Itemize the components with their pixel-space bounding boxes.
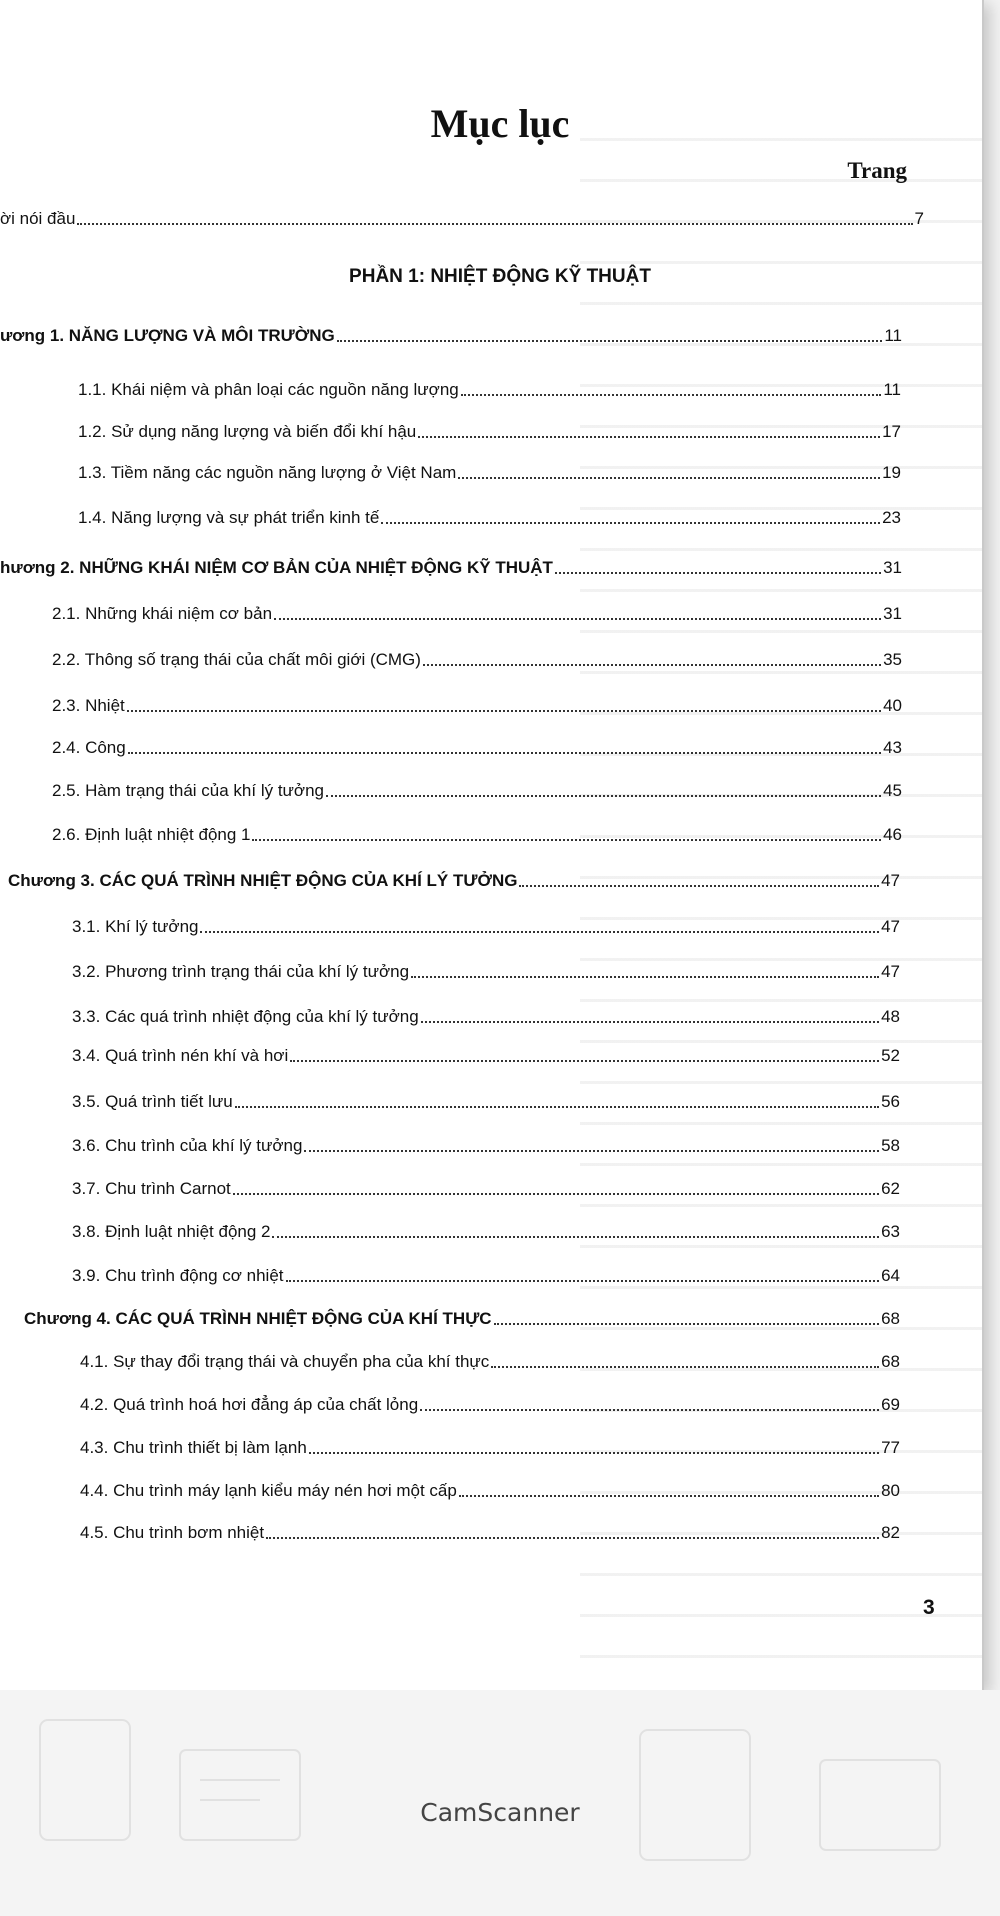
dot-leader [421,1020,879,1023]
toc-entry-page: 40 [883,696,902,715]
toc-entry-label: 1.1. Khái niệm và phân loại các nguồn năng lượng [78,380,459,399]
toc-entry-label: 3.7. Chu trình Carnot [72,1179,231,1198]
dot-leader [423,663,881,666]
toc-section [72,961,900,983]
toc-entry-label: 1.3. Tiềm năng các nguồn năng lượng ở Việt Nam [78,463,457,482]
toc-entry-label: 2.4. Công [52,738,126,757]
toc-entry-intro [0,208,924,230]
dot-leader [491,1365,879,1368]
toc-entry-page: 31 [883,558,902,577]
toc-entry-page: 52 [881,1046,900,1065]
toc-entry-label: 2.1. Những khái niệm cơ bản [52,604,273,623]
dot-leader [272,1235,879,1238]
toc-section [78,507,901,529]
toc-entry-label: 4.1. Sự thay đổi trạng thái và chuyển pha của khí thực [80,1352,490,1371]
toc-entry-page: 19 [882,463,901,482]
toc-section [72,1265,900,1287]
dot-leader [326,794,881,797]
toc-section [52,737,902,759]
toc-entry-label: 3.4. Quá trình nén khí và hơi [72,1046,289,1065]
toc-entry-page: 63 [881,1222,900,1241]
toc-entry-label: ời nói đầu [0,209,76,228]
dot-leader [418,435,880,438]
toc-section [78,379,901,401]
dot-leader [233,1192,879,1195]
dot-leader [274,617,881,620]
toc-entry-page: 46 [883,825,902,844]
toc-section [80,1394,900,1416]
toc-section [52,695,902,717]
toc-entry-label: 3.3. Các quá trình nhiệt động của khí lý tưởng [72,1007,419,1026]
toc-section [72,1006,900,1028]
toc-entry-page: 11 [883,380,901,399]
toc-entry-label: 2.5. Hàm trạng thái của khí lý tưởng [52,781,324,800]
dot-leader [458,476,880,479]
toc-entry-label: 3.1. Khí lý tưởng [72,917,199,936]
toc-entry-page: 62 [881,1179,900,1198]
toc-chapter [0,325,902,347]
dot-leader [309,1451,879,1454]
dot-leader [519,884,879,887]
toc-chapter [24,1308,900,1330]
toc-entry-label: Chương 4. CÁC QUÁ TRÌNH NHIỆT ĐỘNG CỦA KHÍ THỰC [24,1309,492,1328]
toc-section [72,1091,900,1113]
toc-entry-page: 56 [881,1092,900,1111]
dot-leader [200,930,879,933]
dot-leader [461,393,882,396]
toc-entry-label: 4.2. Quá trình hoá hơi đẳng áp của chất lỏng [80,1395,419,1414]
toc-entry-label: 2.2. Thông số trạng thái của chất môi giới (CMG) [52,650,421,669]
toc-entry-label: 3.5. Quá trình tiết lưu [72,1092,233,1111]
dot-leader [420,1408,879,1411]
page-column-header: Trang [847,158,907,183]
toc-entry-page: 7 [914,209,924,228]
dot-leader [411,975,879,978]
toc-entry-page: 31 [883,604,902,623]
toc-entry-page: 11 [884,326,902,345]
toc-section [52,824,902,846]
toc-section [80,1437,900,1459]
toc-section [72,1135,900,1157]
dot-leader [494,1322,880,1325]
dot-leader [286,1279,880,1282]
toc-section [80,1522,900,1544]
dot-leader [252,838,881,841]
toc-entry-page: 80 [881,1481,900,1500]
dot-leader [459,1494,879,1497]
toc-entry-page: 47 [881,871,900,890]
toc-entry-page: 58 [881,1136,900,1155]
dot-leader [128,751,881,754]
toc-entry-label: 4.3. Chu trình thiết bị làm lạnh [80,1438,307,1457]
toc-entry-page: 69 [881,1395,900,1414]
page-number: 3 [923,1596,935,1619]
toc-section [52,780,902,802]
toc-entry-page: 23 [882,508,901,527]
dot-leader [77,222,912,225]
page-title: Mục lục [430,101,570,146]
toc-entry-label: ương 1. NĂNG LƯỢNG VÀ MÔI TRƯỜNG [0,326,335,345]
dot-leader [266,1536,879,1539]
camscanner-watermark: CamScanner [420,1798,580,1827]
dot-leader [127,709,881,712]
toc-section [72,1221,900,1243]
toc-section [72,916,900,938]
toc-entry-label: Chương 3. CÁC QUÁ TRÌNH NHIỆT ĐỘNG CỦA KHÍ LÝ TƯỞNG [8,871,518,890]
toc-section [72,1045,900,1067]
toc-section [72,1178,900,1200]
toc-entry-page: 43 [883,738,902,757]
toc-entry-page: 47 [881,962,900,981]
toc-entry-page: 68 [881,1309,900,1328]
toc-section [80,1480,900,1502]
dot-leader [304,1149,879,1152]
dot-leader [555,571,881,574]
toc-entry-page: 68 [881,1352,900,1371]
toc-entry-label: 2.6. Định luật nhiệt động 1 [52,825,251,844]
toc-chapter [8,870,900,892]
toc-entry-label: 2.3. Nhiệt [52,696,125,715]
toc-entry-label: 4.5. Chu trình bơm nhiệt [80,1523,265,1542]
toc-entry-page: 64 [881,1266,900,1285]
toc-entry-page: 82 [881,1523,900,1542]
toc-section [52,649,902,671]
dot-leader [337,339,883,342]
toc-entry-page: 35 [883,650,902,669]
toc-entry-label: 3.8. Định luật nhiệt động 2 [72,1222,271,1241]
toc-entry-page: 77 [881,1438,900,1457]
toc-entry-label: 3.6. Chu trình của khí lý tưởng [72,1136,303,1155]
part-title: PHẦN 1: NHIỆT ĐỘNG KỸ THUẬT [349,266,651,287]
dot-leader [381,521,880,524]
toc-entry-label: 1.4. Năng lượng và sự phát triển kinh tế [78,508,380,527]
toc-entry-label: 3.9. Chu trình động cơ nhiệt [72,1266,284,1285]
toc-entry-label: 1.2. Sử dụng năng lượng và biến đổi khí hậu [78,422,417,441]
toc-chapter [0,557,902,579]
toc-entry-page: 48 [881,1007,900,1026]
toc-section [80,1351,900,1373]
toc-entry-page: 45 [883,781,902,800]
toc-entry-label: 4.4. Chu trình máy lạnh kiểu máy nén hơi một cấp [80,1481,457,1500]
dot-leader [235,1105,879,1108]
dot-leader [290,1059,879,1062]
toc-section [78,421,901,443]
toc-entry-label: 3.2. Phương trình trạng thái của khí lý tưởng [72,962,410,981]
toc-entry-page: 17 [882,422,901,441]
toc-section [52,603,902,625]
toc-section [78,462,901,484]
toc-entry-page: 47 [881,917,900,936]
toc-entry-label: hương 2. NHỮNG KHÁI NIỆM CƠ BẢN CỦA NHIỆT ĐỘNG KỸ THUẬT [0,558,553,577]
